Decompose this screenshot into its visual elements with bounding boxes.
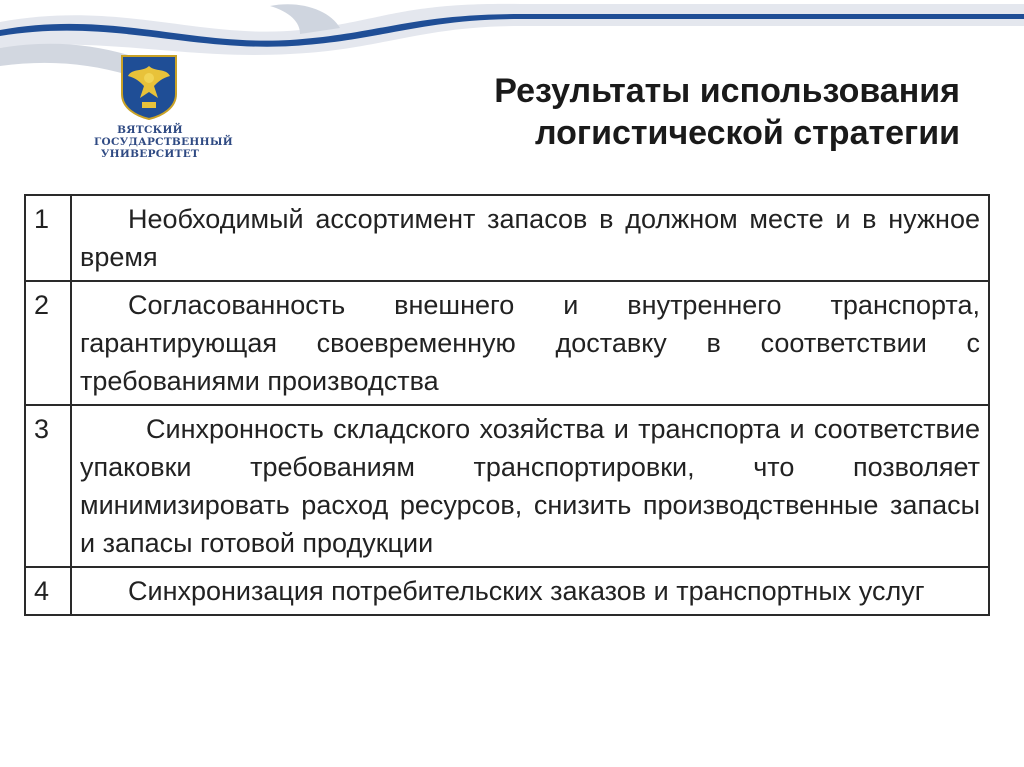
row-text: Необходимый ассортимент запасов в должном месте и в нужное время <box>80 204 980 272</box>
logo-line: ГОСУДАРСТВЕННЫЙ <box>94 136 233 148</box>
results-table <box>24 194 990 616</box>
row-number: 2 <box>25 281 71 405</box>
table-row <box>25 405 989 567</box>
row-text-cell <box>71 567 989 615</box>
slide-title <box>340 70 960 154</box>
row-text: Синхронизация потребительских заказов и транспортных услуг <box>128 576 925 606</box>
slide-title-line: логистической стратегии <box>535 114 960 152</box>
row-text: Согласованность внешнего и внутреннего транспорта, гарантирующая своевременную доставку в соответствии с требованиями производства <box>80 290 980 396</box>
row-text-cell <box>71 281 989 405</box>
table-row <box>25 195 989 281</box>
table-row <box>25 567 989 615</box>
slide-title-line: Результаты использования <box>494 72 960 110</box>
row-text-cell <box>71 195 989 281</box>
table-row <box>25 281 989 405</box>
row-number: 4 <box>25 567 71 615</box>
university-emblem-icon <box>118 52 180 120</box>
logo-line: ВЯТСКИЙ <box>117 124 183 136</box>
row-text-cell <box>71 405 989 567</box>
row-number: 3 <box>25 405 71 567</box>
row-number: 1 <box>25 195 71 281</box>
row-text: Синхронность складского хозяйства и транспорта и соответствие упаковки требованиям транспортировки, что позволяет минимизировать расход ресурсов, снизить производственные запасы и запасы готовой продукции <box>80 414 980 558</box>
university-logo-text <box>94 124 233 160</box>
logo-line: УНИВЕРСИТЕТ <box>100 148 200 160</box>
